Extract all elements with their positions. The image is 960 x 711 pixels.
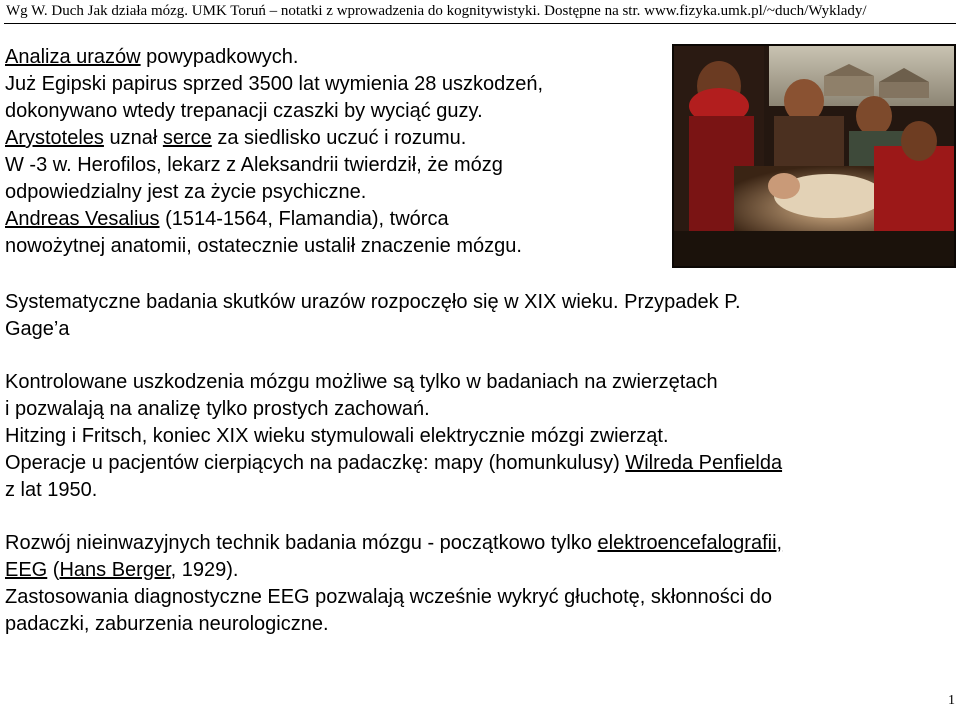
link-heart[interactable]: serce [162,127,212,149]
link-aristotle[interactable]: Arystoteles [5,127,104,149]
controlled-lesions-paragraph: Kontrolowane uszkodzenia mózgu możliwe są tylko w badaniach na zwierzętach i pozwalają na analizę tylko prostych zachowań. Hitzing i Fritsch, koniec XIX wieku stymulowali elektrycznie mózgi zwierząt. Operacje u pacjentów cierpiących na padaczkę: mapy (homunkulusy) Wilreda Penfielda z lat 1950. [5,371,783,501]
link-injury-analysis[interactable]: Analiza urazów [5,46,141,68]
painting-illustration [674,46,954,266]
link-vesalius[interactable]: Andreas Vesalius [5,208,160,230]
link-eeg-full[interactable]: elektroencefalografii, [597,532,783,554]
historical-surgery-painting [672,44,956,268]
header-divider [4,23,956,24]
link-hans-berger[interactable]: Hans Berger [59,559,171,581]
page-number: 1 [948,693,955,708]
document-header: Wg W. Duch Jak działa mózg. UMK Toruń – notatki z wprowadzenia do kognitywistyki. Dostępne na str. www.fizyka.umk.pl/~duch/Wyklady/ [6,3,867,19]
link-penfield[interactable]: Wilreda Penfielda [625,452,783,474]
link-eeg[interactable]: EEG [5,559,48,581]
intro-paragraph: Analiza urazów powypadkowych. Już Egipski papirus sprzed 3500 lat wymienia 28 uszkodzeń, dokonywano wtedy trepanacji czaszki by wyciąć guzy. Arystoteles uznał serce za siedlisko uczuć i rozumu. W -3 w. Herofilos, lekarz z Aleksandrii twierdził, że mózg odpowiedzialny jest za życie psychiczne. Andreas Vesalius (1514-1564, Flamandia), twórca nowożytnej anatomii, ostatecznie ustalił znaczenie mózgu. [5,46,544,257]
eeg-paragraph: Rozwój nieinwazyjnych technik badania mózgu - początkowo tylko elektroencefalografii, EEG (Hans Berger, 1929). Zastosowania diagnostyczne EEG pozwalają wcześnie wykryć głuchotę, skłonności do padaczki, zaburzenia neurologiczne. [5,532,783,635]
history-paragraph: Systematyczne badania skutków urazów rozpoczęło się w XIX wieku. Przypadek P. Gage’a [5,291,741,340]
